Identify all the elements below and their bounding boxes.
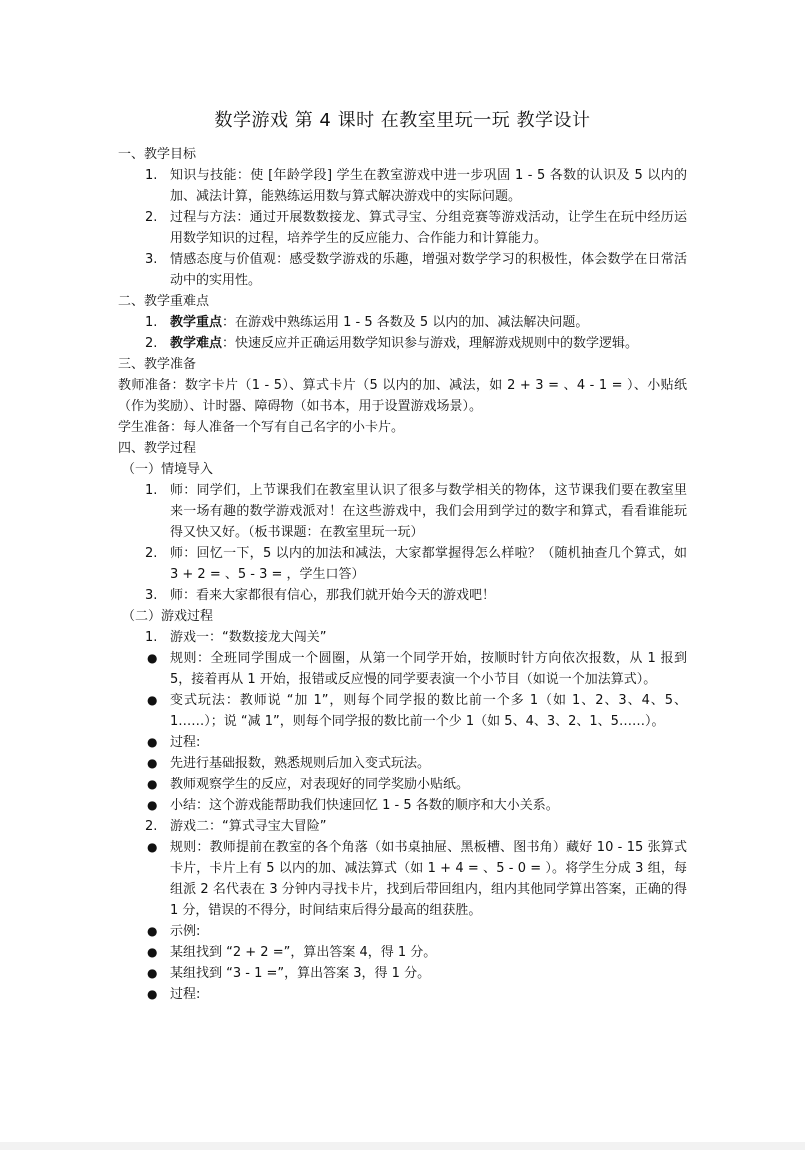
- bullet-item: [118, 774, 687, 795]
- list-number: 2.: [145, 336, 158, 351]
- bullet-text: 示例:: [170, 924, 201, 939]
- list-number: 3.: [145, 252, 158, 267]
- section-heading-objectives: 一、教学目标: [118, 147, 197, 162]
- bullet-text: 规则：全班同学围成一个圆圈，从第一个同学开始，按顺时针方向依次报数，从 1 报到 5，接着再从 1 开始，报错或反应慢的同学要表演一个小节目（如说一个加法算式）。: [170, 651, 687, 687]
- list-number: 2.: [145, 546, 158, 561]
- list-item-text: 游戏二：“算式寻宝大冒险”: [170, 819, 327, 834]
- list-item-text: 师：回忆一下，5 以内的加法和减法，大家都掌握得怎么样啦？（随机抽查几个算式，如 3 + 2 = 、5 - 3 = ，学生口答）: [170, 546, 687, 582]
- student-preparation: 学生准备：每人准备一个写有自己名字的小卡片。: [118, 420, 405, 435]
- list-number: 1.: [145, 483, 158, 498]
- list-number: 1.: [145, 315, 158, 330]
- list-item-text: ：快速反应并正确运用数学知识参与游戏，理解游戏规则中的数学逻辑。: [222, 336, 639, 351]
- bullet-icon: ●: [147, 924, 158, 938]
- bullet-text: 教师观察学生的反应，对表现好的同学奖励小贴纸。: [170, 777, 470, 792]
- bullet-item: [118, 753, 687, 774]
- bullet-item: [118, 921, 687, 942]
- list-item-text: 情感态度与价值观：感受数学游戏的乐趣，增强对数学学习的积极性，体会数学在日常活动中的实用性。: [170, 252, 687, 288]
- game-one-title: [118, 627, 687, 648]
- bullet-text: 先进行基础报数，熟悉规则后加入变式玩法。: [170, 756, 431, 771]
- subsection-heading-intro: （一）情境导入: [122, 462, 214, 477]
- list-item: [118, 249, 687, 291]
- teacher-preparation: 教师准备：数字卡片（1 - 5）、算式卡片（5 以内的加、减法，如 2 + 3 = 、4 - 1 = ）、小贴纸（作为奖励）、计时器、障碍物（如书本，用于设置游戏场景）。: [118, 378, 687, 414]
- bullet-icon: ●: [147, 756, 158, 770]
- bullet-icon: ●: [147, 945, 158, 959]
- list-item: [118, 312, 687, 333]
- bullet-item: [118, 984, 687, 1005]
- bullet-text: 某组找到 “2 + 2 =”，算出答案 4，得 1 分。: [170, 945, 437, 960]
- game-two-title: [118, 816, 687, 837]
- bullet-icon: ●: [147, 966, 158, 980]
- list-item: [118, 480, 687, 543]
- list-number: 3.: [145, 588, 158, 603]
- list-item-text: 师：看来大家都很有信心，那我们就开始今天的游戏吧！: [170, 588, 496, 603]
- bullet-text: 过程:: [170, 735, 201, 750]
- bullet-icon: ●: [147, 798, 158, 812]
- list-number: 2.: [145, 819, 158, 834]
- bullet-icon: ●: [147, 777, 158, 791]
- bullet-item: [118, 837, 687, 921]
- bullet-text: 某组找到 “3 - 1 =”，算出答案 3，得 1 分。: [170, 966, 431, 981]
- list-item-text: 过程与方法：通过开展数数接龙、算式寻宝、分组竞赛等游戏活动，让学生在玩中经历运用数学知识的过程，培养学生的反应能力、合作能力和计算能力。: [170, 210, 687, 246]
- difficulty-label: 教学难点: [170, 336, 223, 351]
- bullet-text: 小结：这个游戏能帮助我们快速回忆 1 - 5 各数的顺序和大小关系。: [170, 798, 559, 813]
- bullet-icon: ●: [147, 735, 158, 749]
- bullet-icon: ●: [147, 693, 158, 707]
- list-item: [118, 585, 687, 606]
- list-item-text: ：在游戏中熟练运用 1 - 5 各数及 5 以内的加、减法解决问题。: [222, 315, 589, 330]
- section-heading-process: 四、教学过程: [118, 441, 197, 456]
- list-number: 1.: [145, 630, 158, 645]
- list-item-text: 师：同学们，上节课我们在教室里认识了很多与数学相关的物体，这节课我们要在教室里来一场有趣的数学游戏派对！在这些游戏中，我们会用到学过的数字和算式，看看谁能玩得又快又好。（板书课题：在教室里玩一玩）: [170, 483, 687, 540]
- section-heading-key-points: 二、教学重难点: [118, 294, 210, 309]
- bullet-text: 规则：教师提前在教室的各个角落（如书桌抽屉、黑板槽、图书角）藏好 10 - 15 张算式卡片，卡片上有 5 以内的加、减法算式（如 1 + 4 = 、5 - 0 = ）。将学生分成 3 组，每组派 2 名代表在 3 分钟内寻找卡片，找到后带回组内，组内其他同学算出答案，正确的得 1 分，错误的不得分，时间结束后得分最高的组获胜。: [170, 840, 687, 918]
- bullet-item: [118, 942, 687, 963]
- bullet-item: [118, 795, 687, 816]
- bullet-text: 过程:: [170, 987, 201, 1002]
- bullet-item: [118, 648, 687, 690]
- list-number: 2.: [145, 210, 158, 225]
- section-heading-preparation: 三、教学准备: [118, 357, 197, 372]
- list-item: [118, 543, 687, 585]
- list-item-text: 知识与技能：使 [年龄学段] 学生在教室游戏中进一步巩固 1 - 5 各数的认识及 5 以内的加、减法计算，能熟练运用数与算式解决游戏中的实际问题。: [170, 168, 687, 204]
- list-number: 1.: [145, 168, 158, 183]
- subsection-heading-games: （二）游戏过程: [122, 609, 214, 624]
- list-item: [118, 165, 687, 207]
- list-item-text: 游戏一：“数数接龙大闯关”: [170, 630, 327, 645]
- bullet-icon: ●: [147, 651, 158, 665]
- list-item: [118, 207, 687, 249]
- page-bottom-band: [0, 1142, 805, 1150]
- list-item: [118, 333, 687, 354]
- bullet-text: 变式玩法：教师说 “加 1”，则每个同学报的数比前一个多 1（如 1、2、3、4、5、1……）；说 “减 1”，则每个同学报的数比前一个少 1（如 5、4、3、2、1、5……）。: [170, 693, 687, 729]
- key-point-label: 教学重点: [170, 315, 223, 330]
- bullet-item: [118, 963, 687, 984]
- document-title: 数学游戏 第 4 课时 在教室里玩一玩 教学设计: [214, 110, 591, 131]
- bullet-item: [118, 690, 687, 732]
- bullet-item: [118, 732, 687, 753]
- bullet-icon: ●: [147, 840, 158, 854]
- bullet-icon: ●: [147, 987, 158, 1001]
